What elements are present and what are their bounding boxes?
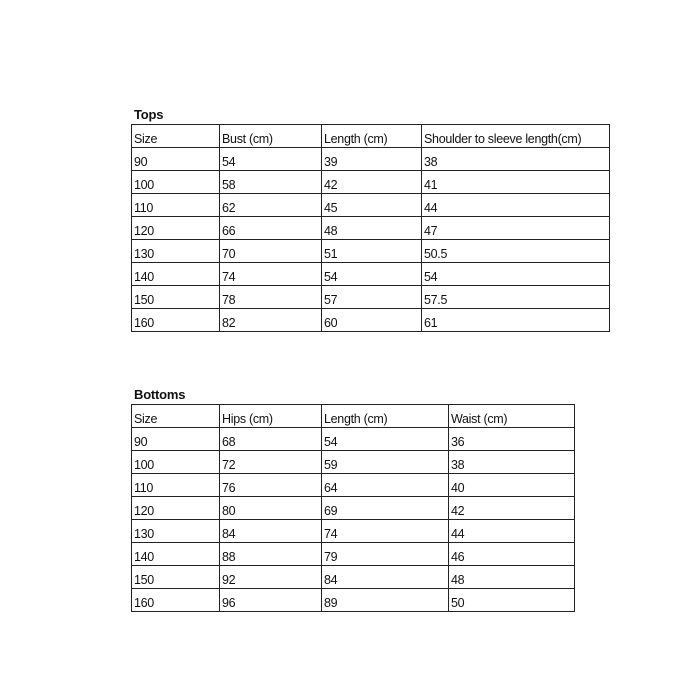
measurement-cell: 44: [449, 520, 575, 543]
table-row: [132, 589, 575, 612]
measurement-cell: 46: [449, 543, 575, 566]
measurement-cell: 57: [322, 286, 422, 309]
size-cell: 90: [132, 148, 220, 171]
header-cell: Waist (cm): [449, 405, 575, 428]
measurement-cell: 42: [322, 171, 422, 194]
measurement-cell: 39: [322, 148, 422, 171]
table-row: [132, 428, 575, 451]
table-row: [132, 520, 575, 543]
measurement-cell: 58: [220, 171, 322, 194]
measurement-cell: 48: [449, 566, 575, 589]
measurement-cell: 64: [322, 474, 449, 497]
table-row: [132, 148, 610, 171]
measurement-cell: 54: [322, 263, 422, 286]
measurement-cell: 54: [322, 428, 449, 451]
measurement-cell: 80: [220, 497, 322, 520]
header-cell: Length (cm): [322, 405, 449, 428]
measurement-cell: 92: [220, 566, 322, 589]
table-header-row: [132, 125, 610, 148]
measurement-cell: 50: [449, 589, 575, 612]
table-row: [132, 171, 610, 194]
table-row: [132, 286, 610, 309]
size-cell: 120: [132, 217, 220, 240]
measurement-cell: 84: [322, 566, 449, 589]
table-header-row: [132, 405, 575, 428]
measurement-cell: 54: [422, 263, 610, 286]
measurement-cell: 54: [220, 148, 322, 171]
size-cell: 140: [132, 263, 220, 286]
table-row: [132, 217, 610, 240]
size-cell: 130: [132, 240, 220, 263]
size-cell: 140: [132, 543, 220, 566]
table-row: [132, 451, 575, 474]
size-cell: 90: [132, 428, 220, 451]
table-row: [132, 263, 610, 286]
measurement-cell: 45: [322, 194, 422, 217]
measurement-cell: 68: [220, 428, 322, 451]
measurement-cell: 79: [322, 543, 449, 566]
header-cell: Size: [132, 125, 220, 148]
bottoms-size-table: [131, 404, 575, 612]
tops-table-body: [132, 125, 610, 332]
measurement-cell: 50.5: [422, 240, 610, 263]
size-cell: 150: [132, 566, 220, 589]
measurement-cell: 38: [422, 148, 610, 171]
size-cell: 110: [132, 474, 220, 497]
size-cell: 100: [132, 451, 220, 474]
measurement-cell: 51: [322, 240, 422, 263]
measurement-cell: 48: [322, 217, 422, 240]
table-row: [132, 474, 575, 497]
measurement-cell: 88: [220, 543, 322, 566]
measurement-cell: 57.5: [422, 286, 610, 309]
measurement-cell: 42: [449, 497, 575, 520]
measurement-cell: 38: [449, 451, 575, 474]
measurement-cell: 84: [220, 520, 322, 543]
size-cell: 150: [132, 286, 220, 309]
measurement-cell: 41: [422, 171, 610, 194]
measurement-cell: 66: [220, 217, 322, 240]
measurement-cell: 59: [322, 451, 449, 474]
table-row: [132, 194, 610, 217]
measurement-cell: 96: [220, 589, 322, 612]
measurement-cell: 72: [220, 451, 322, 474]
header-cell: Bust (cm): [220, 125, 322, 148]
measurement-cell: 74: [322, 520, 449, 543]
measurement-cell: 89: [322, 589, 449, 612]
measurement-cell: 70: [220, 240, 322, 263]
measurement-cell: 69: [322, 497, 449, 520]
tops-size-table: [131, 124, 610, 332]
bottoms-title: Bottoms: [134, 387, 186, 402]
measurement-cell: 36: [449, 428, 575, 451]
measurement-cell: 76: [220, 474, 322, 497]
size-cell: 130: [132, 520, 220, 543]
table-row: [132, 240, 610, 263]
measurement-cell: 40: [449, 474, 575, 497]
table-row: [132, 497, 575, 520]
measurement-cell: 62: [220, 194, 322, 217]
measurement-cell: 82: [220, 309, 322, 332]
tops-title: Tops: [134, 107, 164, 122]
table-row: [132, 543, 575, 566]
size-cell: 160: [132, 309, 220, 332]
measurement-cell: 78: [220, 286, 322, 309]
size-cell: 120: [132, 497, 220, 520]
measurement-cell: 61: [422, 309, 610, 332]
size-cell: 100: [132, 171, 220, 194]
measurement-cell: 44: [422, 194, 610, 217]
measurement-cell: 60: [322, 309, 422, 332]
measurement-cell: 47: [422, 217, 610, 240]
size-cell: 110: [132, 194, 220, 217]
table-row: [132, 566, 575, 589]
size-cell: 160: [132, 589, 220, 612]
measurement-cell: 74: [220, 263, 322, 286]
bottoms-table-body: [132, 405, 575, 612]
header-cell: Size: [132, 405, 220, 428]
header-cell: Length (cm): [322, 125, 422, 148]
header-cell: Hips (cm): [220, 405, 322, 428]
table-row: [132, 309, 610, 332]
header-cell: Shoulder to sleeve length(cm): [422, 125, 610, 148]
